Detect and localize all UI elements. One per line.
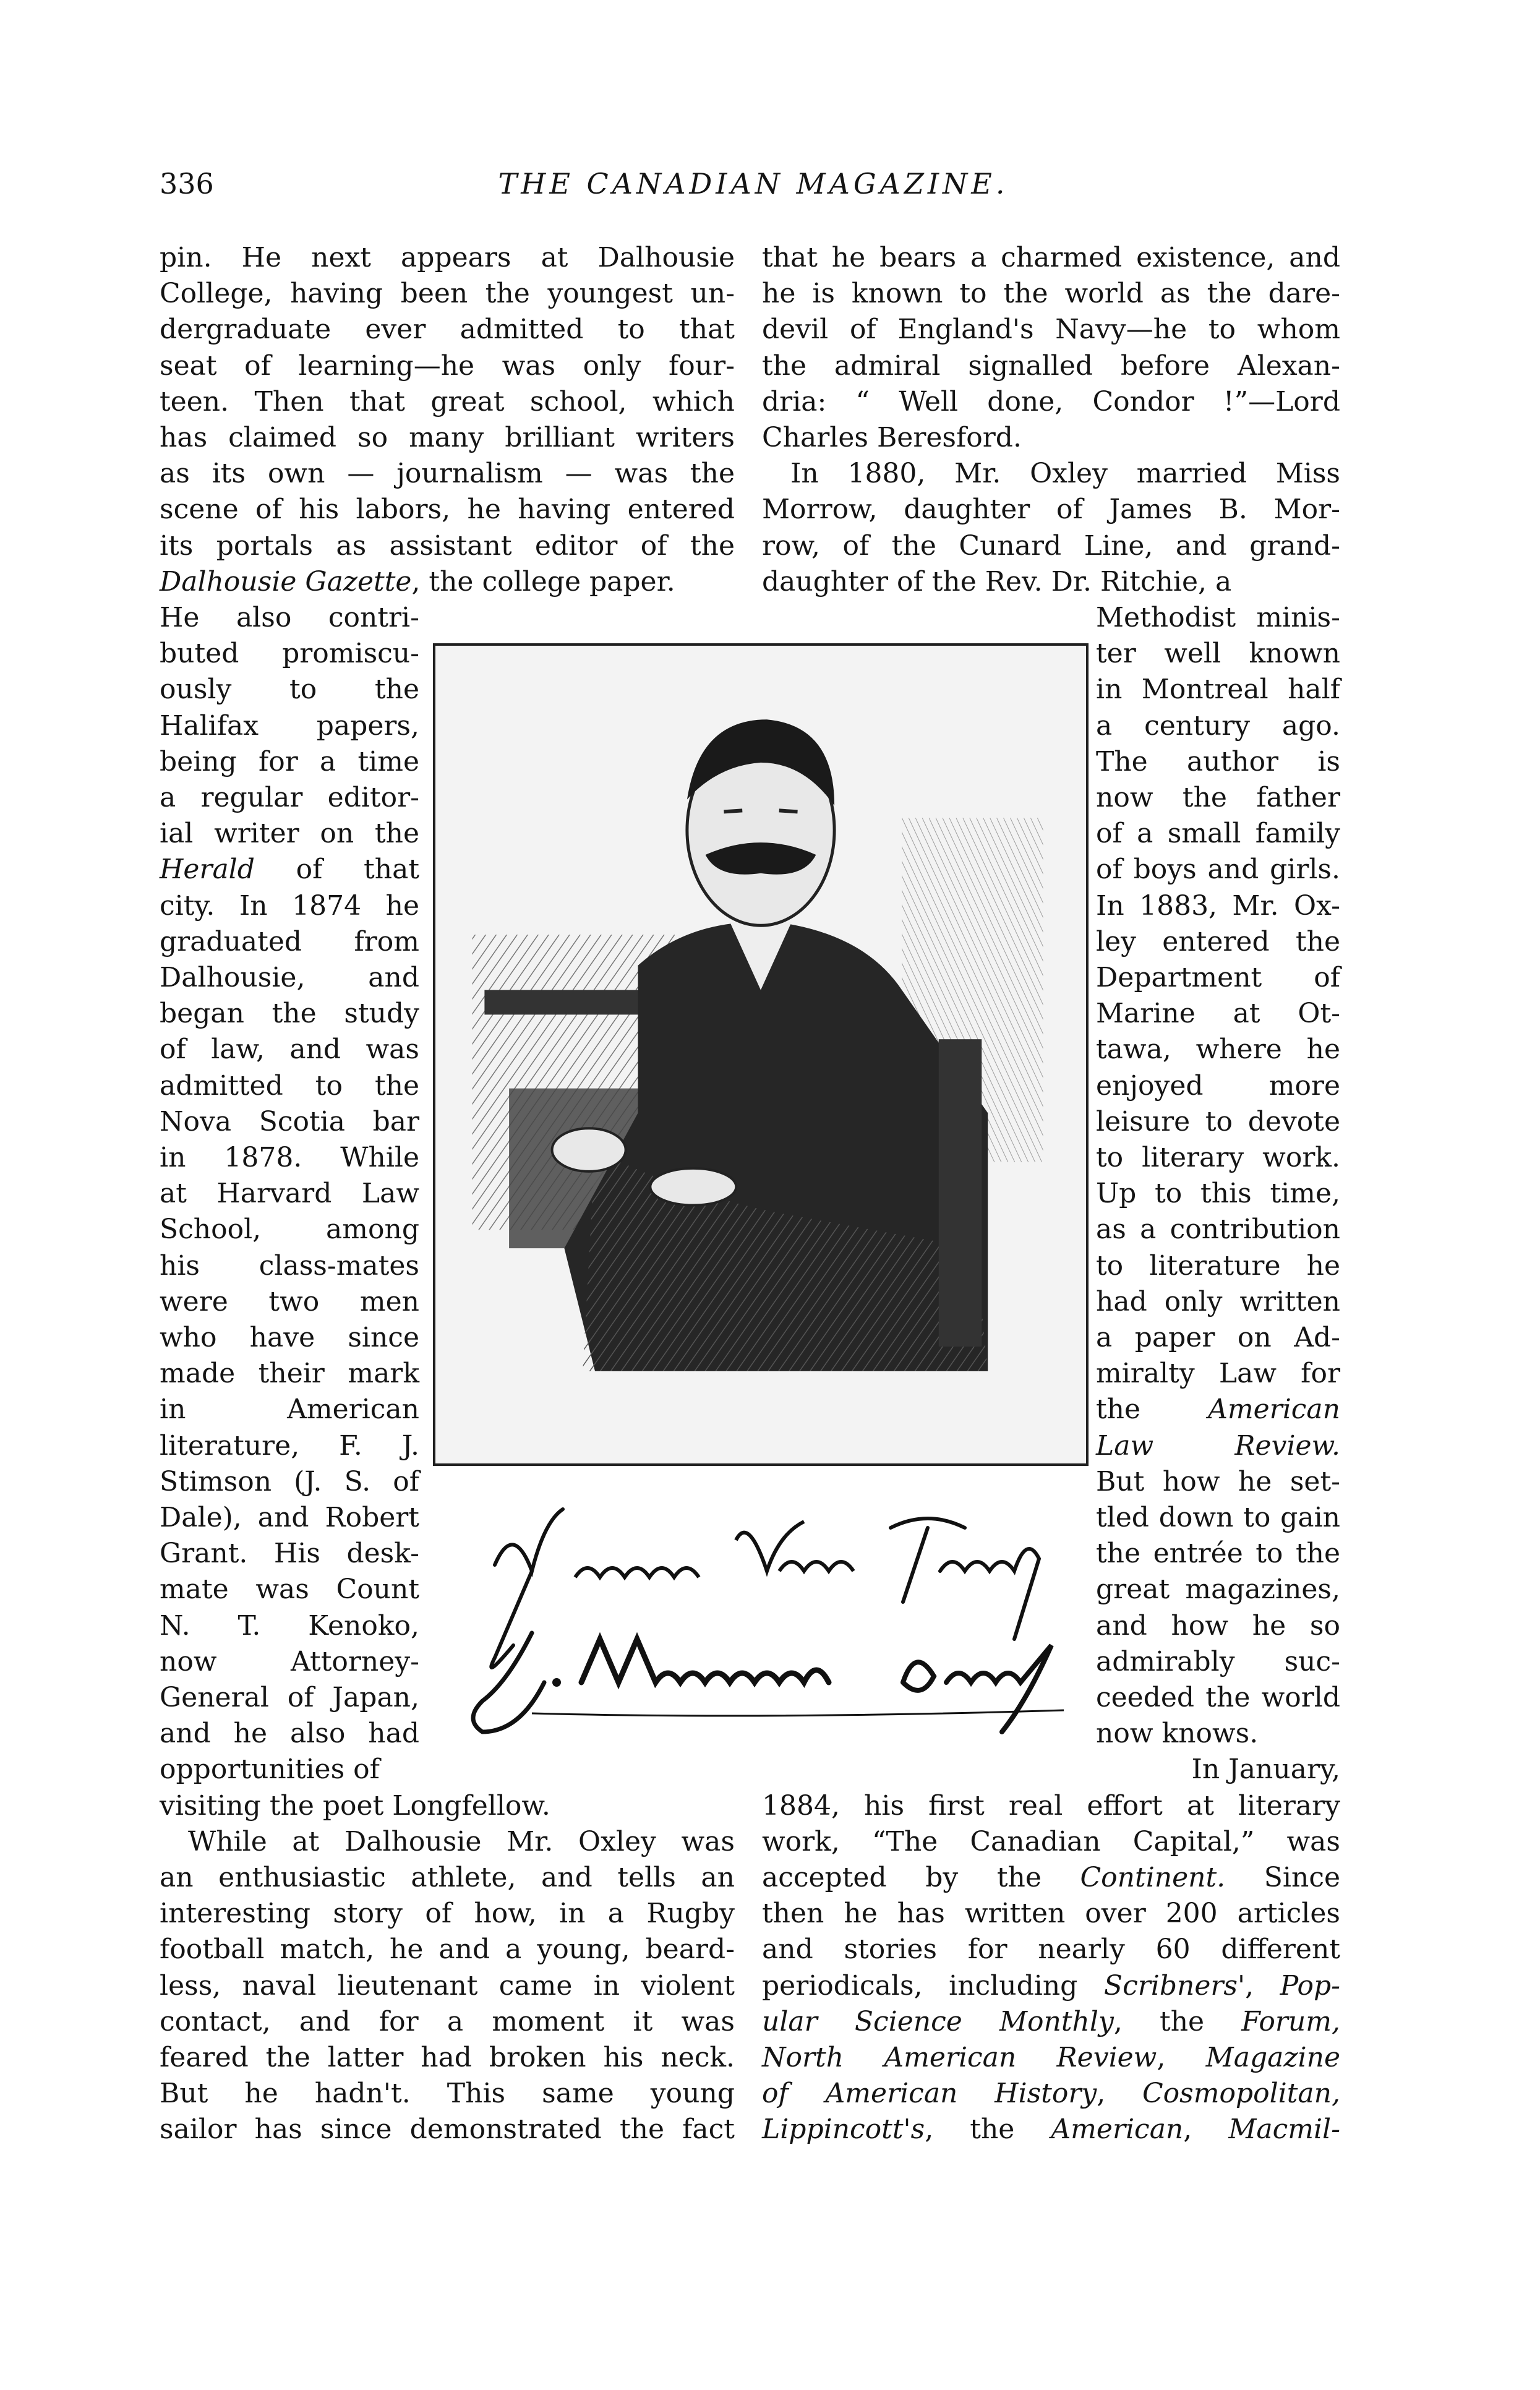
left-column-text-line: teen. Then that great school, which	[160, 385, 735, 418]
right-column-text-line: in Montreal half	[1096, 674, 1340, 706]
right-column-text-line: ter well known	[1096, 638, 1340, 670]
right-column-text-line: great magazines,	[1096, 1574, 1340, 1606]
right-column-text-line: Marine at Ot-	[1096, 998, 1340, 1030]
right-column-text-line: accepted by the Continent. Since	[762, 1862, 1340, 1893]
left-column-text-line: an enthusiastic athlete, and tells an	[160, 1862, 735, 1893]
left-column-text-line: But he hadn't. This same young	[160, 2078, 735, 2110]
right-column-text-line: periodicals, including Scribners', Pop-	[762, 1969, 1340, 2002]
right-column-text-line: Charles Beresford.	[762, 422, 1022, 453]
right-column-text-line: the American	[1096, 1394, 1340, 1426]
right-column-text-line: and stories for nearly 60 different	[762, 1934, 1340, 1966]
right-column-text-line: tawa, where he	[1096, 1034, 1340, 1066]
right-column-text-line: of boys and girls.	[1096, 854, 1340, 886]
right-column-text-line: of American History, Cosmopolitan,	[762, 2078, 1340, 2110]
right-column-text-line: In 1883, Mr. Ox-	[1096, 889, 1340, 922]
left-column-text-line: visiting the poet Longfellow.	[160, 1789, 550, 1822]
left-column-text-line: Dale), and Robert	[160, 1502, 419, 1533]
left-column-text-line: pin. He next appears at Dalhousie	[160, 242, 735, 273]
left-column-text-line: began the study	[160, 998, 419, 1030]
left-column-text-line: its portals as assistant editor of the	[160, 529, 735, 562]
right-column-text-line: row, of the Cunard Line, and grand-	[762, 529, 1340, 562]
right-column-text-line: a paper on Ad-	[1096, 1322, 1340, 1353]
right-column-text-line: ular Science Monthly, the Forum,	[762, 2005, 1340, 2037]
right-column-text-line: Law Review.	[1096, 1429, 1340, 1462]
right-column-text-line: miralty Law for	[1096, 1358, 1340, 1390]
left-column-text-line: seat of learning—he was only four-	[160, 349, 735, 382]
right-column-text-line: tled down to gain	[1096, 1502, 1340, 1533]
left-column-text-line: graduated from	[160, 925, 419, 957]
left-column-text-line: scene of his labors, he having entered	[160, 494, 735, 526]
left-column-text-line: has claimed so many brilliant writers	[160, 422, 735, 453]
left-column-text-line: who have since	[160, 1322, 419, 1353]
left-column-text-line: Dalhousie Gazette, the college paper.	[160, 565, 675, 598]
left-column-text-line: a regular editor-	[160, 782, 419, 813]
left-column-text-line: admitted to the	[160, 1069, 419, 1102]
right-column-text-line: as a contribution	[1096, 1214, 1340, 1246]
left-column-text-line: He also contri-	[160, 602, 419, 633]
right-column-text-line: 1884, his first real effort at literary	[762, 1789, 1340, 1822]
author-signature	[458, 1497, 1107, 1757]
right-column-text-line: dria: “ Well done, Condor !”—Lord	[762, 385, 1340, 418]
left-column-text-line: While at Dalhousie Mr. Oxley was	[188, 1825, 735, 1857]
right-column-text-line: enjoyed more	[1096, 1069, 1340, 1102]
right-column-text-line: leisure to devote	[1096, 1105, 1340, 1137]
left-column-text-line: his class-mates	[160, 1249, 419, 1282]
left-column-text-line: General of Japan,	[160, 1682, 419, 1713]
right-column-text-line: to literary work.	[1096, 1142, 1340, 1173]
right-column-text-line: a century ago.	[1096, 709, 1340, 742]
left-column-text-line: Grant. His desk-	[160, 1538, 419, 1570]
running-title: THE CANADIAN MAGAZINE.	[498, 167, 1009, 200]
left-column-text-line: football match, he and a young, beard-	[160, 1934, 735, 1966]
left-column-text-line: interesting story of how, in a Rugby	[160, 1898, 735, 1930]
left-column-text-line: Herald of that	[160, 854, 419, 886]
left-column-text-line: N. T. Kenoko,	[160, 1609, 419, 1642]
left-column-text-line: Stimson (J. S. of	[160, 1465, 419, 1497]
right-column-text-line: But how he set-	[1096, 1465, 1340, 1497]
right-column-text-line: North American Review, Magazine	[762, 2042, 1340, 2073]
portrait-illustration	[433, 643, 1089, 1466]
left-column-text-line: literature, F. J.	[160, 1429, 419, 1462]
right-column-text-line: and how he so	[1096, 1609, 1340, 1642]
left-column-text-line: Nova Scotia bar	[160, 1105, 419, 1137]
left-column-text-line: contact, and for a moment it was	[160, 2005, 735, 2037]
right-column-text-line: Methodist minis-	[1096, 602, 1340, 633]
right-column-text-line: ceeded the world	[1096, 1682, 1340, 1713]
right-column-text-line: admirably suc-	[1096, 1645, 1340, 1677]
left-column-text-line: dergraduate ever admitted to that	[160, 314, 735, 346]
left-column-text-line: being for a time	[160, 745, 419, 777]
right-column-text-line: that he bears a charmed existence, and	[762, 242, 1340, 273]
right-column-text-line: had only written	[1096, 1285, 1340, 1317]
left-column-text-line: Halifax papers,	[160, 709, 419, 742]
left-column-text-line: buted promiscu-	[160, 638, 419, 670]
left-column-text-line: ial writer on the	[160, 818, 419, 850]
right-column-text-line: he is known to the world as the dare-	[762, 278, 1340, 310]
left-column-text-line: mate was Count	[160, 1574, 419, 1606]
left-column-text-line: sailor has since demonstrated the fact	[160, 2114, 735, 2146]
right-column-text-line: now the father	[1096, 782, 1340, 813]
left-column-text-line: as its own — journalism — was the	[160, 458, 735, 490]
right-column-text-line: Morrow, daughter of James B. Mor-	[762, 494, 1340, 526]
right-column-text-line: Up to this time,	[1096, 1178, 1340, 1210]
right-column-text-line: the admiral signalled before Alexan-	[762, 349, 1340, 382]
left-column-text-line: were two men	[160, 1285, 419, 1317]
right-column-text-line: ley entered the	[1096, 925, 1340, 957]
left-column-text-line: city. In 1874 he	[160, 889, 419, 922]
right-column-text-line: daughter of the Rev. Dr. Ritchie, a	[762, 565, 1232, 598]
left-column-text-line: Dalhousie, and	[160, 962, 419, 993]
left-column-text-line: at Harvard Law	[160, 1178, 419, 1210]
left-column-text-line: feared the latter had broken his neck.	[160, 2042, 735, 2073]
left-column-text-line: and he also had	[160, 1718, 419, 1750]
right-column-text-line: Lippincott's, the American, Macmil-	[762, 2114, 1340, 2146]
right-column-text-line: In 1880, Mr. Oxley married Miss	[790, 458, 1340, 490]
left-column-text-line: opportunities of	[160, 1754, 380, 1786]
page-header	[160, 162, 1347, 205]
right-column-text-line: now knows.	[1096, 1718, 1259, 1750]
left-column-text-line: of law, and was	[160, 1034, 419, 1066]
left-column-text-line: made their mark	[160, 1358, 419, 1390]
right-column-text-line: work, “The Canadian Capital,” was	[762, 1825, 1340, 1857]
right-column-text-line: In January,	[1191, 1754, 1340, 1786]
right-column-text-line: devil of England's Navy—he to whom	[762, 314, 1340, 346]
left-column-text-line: less, naval lieutenant came in violent	[160, 1969, 735, 2002]
right-column-text-line: Department of	[1096, 962, 1340, 993]
right-column-text-line: the entrée to the	[1096, 1538, 1340, 1570]
page-number: 336	[160, 167, 214, 200]
right-column-text-line: then he has written over 200 articles	[762, 1898, 1340, 1930]
right-column-text-line: of a small family	[1096, 818, 1340, 850]
right-column-text-line: The author is	[1096, 745, 1340, 777]
right-column-text-line: to literature he	[1096, 1249, 1340, 1282]
left-column-text-line: College, having been the youngest un-	[160, 278, 735, 310]
left-column-text-line: in 1878. While	[160, 1142, 419, 1173]
left-column-text-line: School, among	[160, 1214, 419, 1246]
left-column-text-line: now Attorney-	[160, 1645, 419, 1677]
left-column-text-line: ously to the	[160, 674, 419, 706]
left-column-text-line: in American	[160, 1394, 419, 1426]
